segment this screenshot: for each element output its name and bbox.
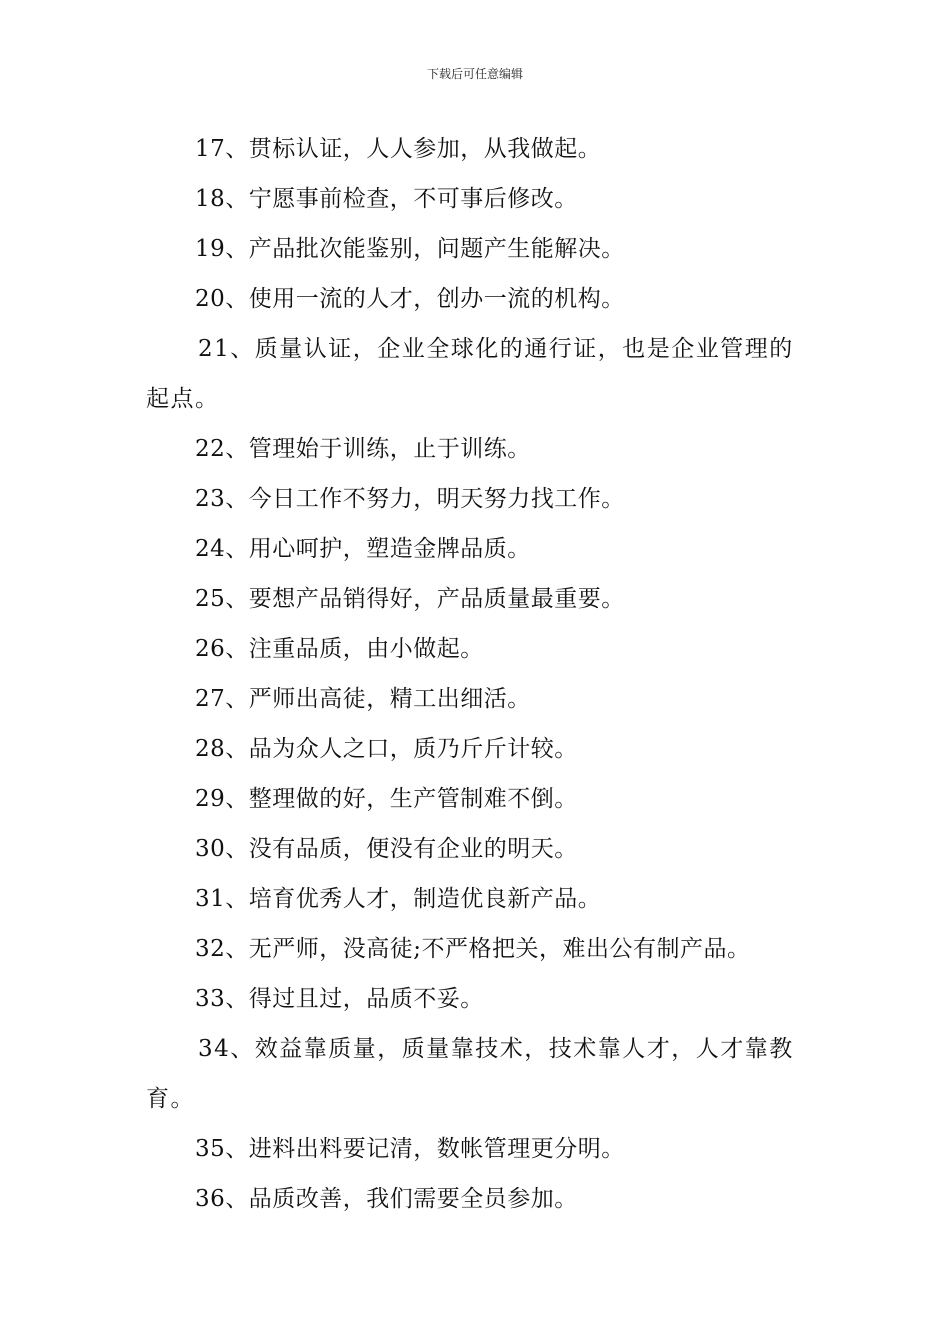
slogan-list — [146, 124, 810, 1224]
list-item: 19、产品批次能鉴别，问题产生能解决。 — [195, 236, 625, 262]
list-item: 18、宁愿事前检查，不可事后修改。 — [195, 186, 578, 212]
list-item: 17、贯标认证，人人参加，从我做起。 — [195, 136, 602, 162]
list-item: 29、整理做的好，生产管制难不倒。 — [195, 786, 578, 812]
list-item: 26、注重品质，由小做起。 — [195, 636, 484, 662]
list-item: 25、要想产品销得好，产品质量最重要。 — [195, 586, 625, 612]
page-header: 下载后可任意编辑 — [426, 67, 523, 81]
list-item: 28、品为众人之口，质乃斤斤计较。 — [195, 736, 578, 762]
list-item: 20、使用一流的人才，创办一流的机构。 — [195, 286, 625, 312]
list-item: 31、培育优秀人才，制造优良新产品。 — [195, 886, 602, 912]
list-item: 21、质量认证，企业全球化的通行证，也是企业管理的起点。 — [146, 336, 794, 412]
list-item: 23、今日工作不努力，明天努力找工作。 — [195, 486, 625, 512]
list-item: 33、得过且过，品质不妥。 — [195, 986, 484, 1012]
list-item: 36、品质改善，我们需要全员参加。 — [195, 1186, 578, 1212]
list-item: 22、管理始于训练，止于训练。 — [195, 436, 531, 462]
list-item: 32、无严师，没高徒;不严格把关，难出公有制产品。 — [195, 936, 751, 962]
list-item: 35、进料出料要记清，数帐管理更分明。 — [195, 1136, 625, 1162]
list-item: 27、严师出高徒，精工出细活。 — [195, 686, 531, 712]
list-item: 30、没有品质，便没有企业的明天。 — [195, 836, 578, 862]
list-item: 34、效益靠质量，质量靠技术，技术靠人才，人才靠教育。 — [146, 1036, 794, 1112]
list-item: 24、用心呵护，塑造金牌品质。 — [195, 536, 531, 562]
